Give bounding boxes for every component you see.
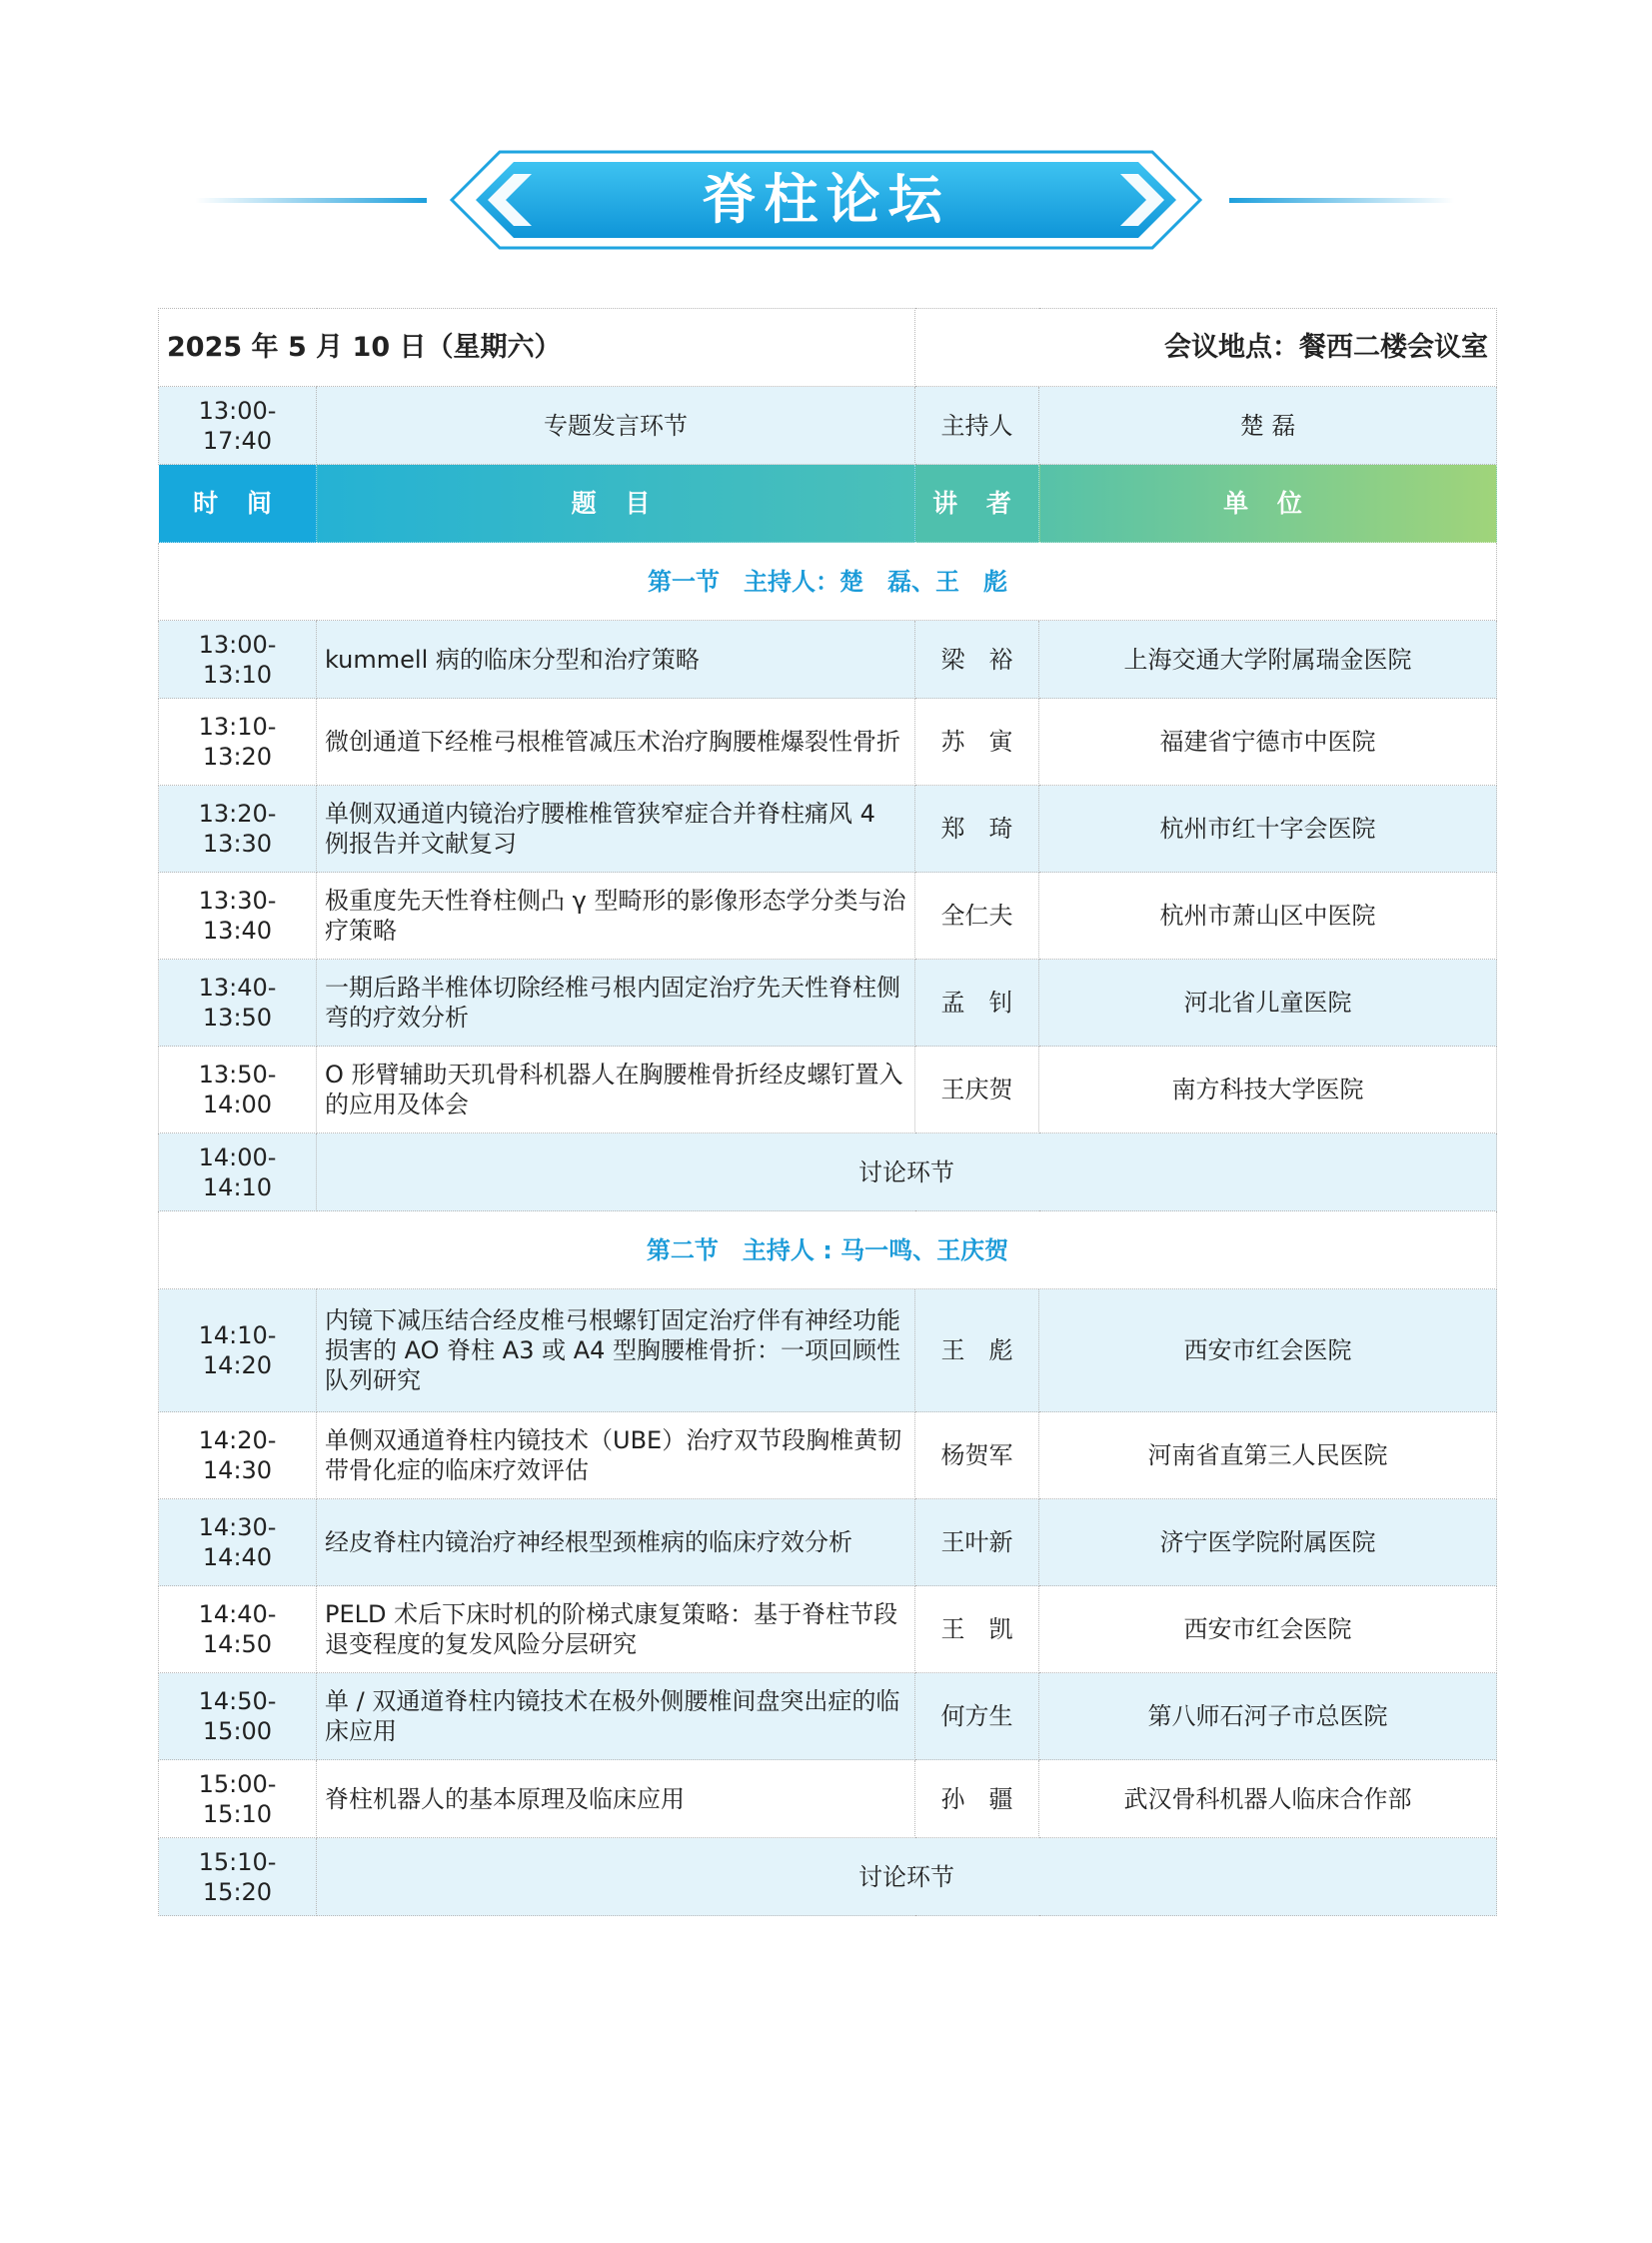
banner-decoration-right — [1229, 198, 1454, 203]
discussion-time: 15:10-15:20 — [159, 1838, 317, 1916]
talk-speaker: 王 彪 — [915, 1289, 1039, 1412]
talk-speaker: 王叶新 — [915, 1499, 1039, 1586]
talk-unit: 济宁医学院附属医院 — [1039, 1499, 1497, 1586]
schedule-table — [158, 308, 1497, 1916]
table-row — [159, 1289, 1497, 1412]
talk-unit: 南方科技大学医院 — [1039, 1047, 1497, 1133]
talk-topic: 单侧双通道脊柱内镜技术（UBE）治疗双节段胸椎黄韧带骨化症的临床疗效评估 — [317, 1412, 915, 1499]
talk-time: 14:40-14:50 — [159, 1586, 317, 1673]
talk-time: 14:20-14:30 — [159, 1412, 317, 1499]
table-row — [159, 1412, 1497, 1499]
banner-decoration-left — [195, 198, 427, 203]
table-row — [159, 1760, 1497, 1838]
table-row — [159, 873, 1497, 960]
talk-time: 15:00-15:10 — [159, 1760, 317, 1838]
talk-time: 13:00-13:10 — [159, 621, 317, 699]
talk-unit: 杭州市红十字会医院 — [1039, 786, 1497, 873]
meeting-venue: 会议地点：餐西二楼会议室 — [915, 309, 1497, 387]
talk-topic: 一期后路半椎体切除经椎弓根内固定治疗先天性脊柱侧弯的疗效分析 — [317, 960, 915, 1047]
talk-topic: 单 / 双通道脊柱内镜技术在极外侧腰椎间盘突出症的临床应用 — [317, 1673, 915, 1760]
talk-unit: 河北省儿童医院 — [1039, 960, 1497, 1047]
discussion-time: 14:00-14:10 — [159, 1133, 317, 1211]
table-row — [159, 1047, 1497, 1133]
talk-unit: 杭州市萧山区中医院 — [1039, 873, 1497, 960]
table-row — [159, 1673, 1497, 1760]
talk-speaker: 梁 裕 — [915, 621, 1039, 699]
talk-speaker: 王 凯 — [915, 1586, 1039, 1673]
section-2-header — [159, 1211, 1497, 1289]
talk-speaker: 孙 疆 — [915, 1760, 1039, 1838]
talk-topic: 极重度先天性脊柱侧凸 γ 型畸形的影像形态学分类与治疗策略 — [317, 873, 915, 960]
chair-row — [159, 387, 1497, 465]
discussion-row — [159, 1133, 1497, 1211]
talk-unit: 西安市红会医院 — [1039, 1289, 1497, 1412]
talk-unit: 河南省直第三人民医院 — [1039, 1412, 1497, 1499]
talk-unit: 上海交通大学附属瑞金医院 — [1039, 621, 1497, 699]
talk-speaker: 全仁夫 — [915, 873, 1039, 960]
section-1-title: 第一节 主持人：楚 磊、王 彪 — [159, 543, 1497, 621]
header-topic: 题 目 — [317, 465, 915, 543]
talk-topic: PELD 术后下床时机的阶梯式康复策略：基于脊柱节段退变程度的复发风险分层研究 — [317, 1586, 915, 1673]
talk-unit: 福建省宁德市中医院 — [1039, 699, 1497, 786]
talk-topic: O 形臂辅助天玑骨科机器人在胸腰椎骨折经皮螺钉置入的应用及体会 — [317, 1047, 915, 1133]
chair-name: 楚 磊 — [1039, 387, 1497, 465]
talk-topic: 单侧双通道内镜治疗腰椎椎管狭窄症合并脊柱痛风 4 例报告并文献复习 — [317, 786, 915, 873]
talk-unit: 西安市红会医院 — [1039, 1586, 1497, 1673]
talk-time: 13:10-13:20 — [159, 699, 317, 786]
table-row — [159, 699, 1497, 786]
table-row — [159, 960, 1497, 1047]
discussion-label: 讨论环节 — [317, 1133, 1497, 1211]
table-row — [159, 786, 1497, 873]
talk-topic: 脊柱机器人的基本原理及临床应用 — [317, 1760, 915, 1838]
section-1-header — [159, 543, 1497, 621]
talk-time: 14:50-15:00 — [159, 1673, 317, 1760]
talk-speaker: 苏 寅 — [915, 699, 1039, 786]
header-speaker: 讲 者 — [915, 465, 1039, 543]
section-2-title: 第二节 主持人 : 马一鸣、王庆贺 — [159, 1211, 1497, 1289]
forum-banner — [0, 150, 1652, 250]
header-unit: 单 位 — [1039, 465, 1497, 543]
talk-speaker: 孟 钊 — [915, 960, 1039, 1047]
talk-time: 13:20-13:30 — [159, 786, 317, 873]
talk-unit: 第八师石河子市总医院 — [1039, 1673, 1497, 1760]
chair-label: 主持人 — [915, 387, 1039, 465]
session-time: 13:00-17:40 — [159, 387, 317, 465]
meeting-date: 2025 年 5 月 10 日（星期六） — [159, 309, 915, 387]
talk-speaker: 郑 琦 — [915, 786, 1039, 873]
talk-speaker: 王庆贺 — [915, 1047, 1039, 1133]
table-row — [159, 1499, 1497, 1586]
column-header-row — [159, 465, 1497, 543]
talk-time: 14:30-14:40 — [159, 1499, 317, 1586]
table-row — [159, 1586, 1497, 1673]
talk-time: 13:30-13:40 — [159, 873, 317, 960]
header-time: 时 间 — [159, 465, 317, 543]
talk-topic: 微创通道下经椎弓根椎管减压术治疗胸腰椎爆裂性骨折 — [317, 699, 915, 786]
talk-time: 14:10-14:20 — [159, 1289, 317, 1412]
talk-speaker: 杨贺军 — [915, 1412, 1039, 1499]
discussion-label: 讨论环节 — [317, 1838, 1497, 1916]
talk-topic: kummell 病的临床分型和治疗策略 — [317, 621, 915, 699]
session-name: 专题发言环节 — [317, 387, 915, 465]
table-row — [159, 621, 1497, 699]
talk-topic: 经皮脊柱内镜治疗神经根型颈椎病的临床疗效分析 — [317, 1499, 915, 1586]
banner-title: 脊柱论坛 — [702, 168, 950, 231]
discussion-row — [159, 1838, 1497, 1916]
talk-unit: 武汉骨科机器人临床合作部 — [1039, 1760, 1497, 1838]
talk-speaker: 何方生 — [915, 1673, 1039, 1760]
talk-topic: 内镜下减压结合经皮椎弓根螺钉固定治疗伴有神经功能损害的 AO 脊柱 A3 或 A4 型胸腰椎骨折：一项回顾性队列研究 — [317, 1289, 915, 1412]
talk-time: 13:50-14:00 — [159, 1047, 317, 1133]
talk-time: 13:40-13:50 — [159, 960, 317, 1047]
date-row — [159, 309, 1497, 387]
